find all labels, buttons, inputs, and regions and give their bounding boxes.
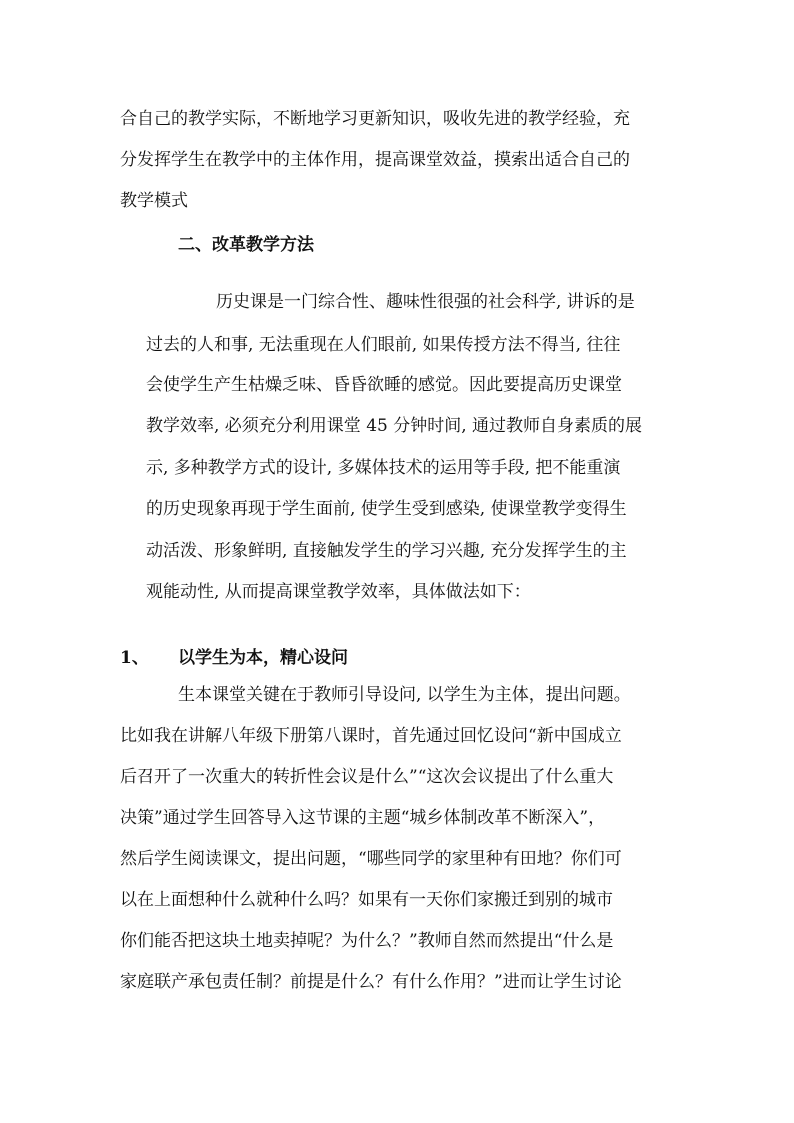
method-line-5: 示, 多种教学方式的设计, 多媒体技术的运用等手段, 把不能重演 (146, 458, 621, 478)
intro-line-3: 教学模式 (120, 191, 188, 211)
intro-line-2: 分发挥学生在教学中的主体作用，提高课堂效益，摸索出适合自己的 (120, 150, 630, 170)
section-1-line-6: 以在上面想种什么就种什么吗？如果有一天你们家搬迁到别的城市 (120, 890, 613, 910)
section-1-line-5: 然后学生阅读课文，提出问题，“哪些同学的家里种有田地？你们可 (120, 849, 622, 869)
section-1-line-4: 决策”通过学生回答导入这节课的主题“城乡体制改革不断深入”， (120, 808, 606, 828)
section-1-line-8: 家庭联产承包责任制？前提是什么？有什么作用？”进而让学生讨论 (120, 972, 622, 992)
method-line-8: 观能动性, 从而提高课堂教学效率，具体做法如下： (146, 582, 531, 602)
method-line-2: 过去的人和事, 无法重现在人们眼前, 如果传授方法不得当, 往往 (146, 335, 621, 355)
section-1-number: 1、 (120, 648, 149, 668)
section-1-line-3: 后召开了一次重大的转折性会议是什么”“这次会议提出了什么重大 (120, 767, 614, 787)
section-1-line-7: 你们能否把这块土地卖掉呢？为什么？”教师自然而然提出“什么是 (120, 931, 614, 951)
intro-line-1: 合自己的教学实际，不断地学习更新知识，吸收先进的教学经验，充 (120, 109, 630, 129)
method-line-1: 历史课是一门综合性、趣味性很强的社会科学, 讲诉的是 (216, 292, 635, 312)
section-1-line-1: 生本课堂关键在于教师引导设问, 以学生为主体，提出问题。 (178, 685, 631, 705)
method-line-3: 会使学生产生枯燥乏味、昏昏欲睡的感觉。因此要提高历史课堂 (146, 375, 622, 395)
method-line-7: 动活泼、形象鲜明, 直接触发学生的学习兴趣, 充分发挥学生的主 (146, 541, 627, 561)
method-line-6: 的历史现象再现于学生面前, 使学生受到感染, 使课堂教学变得生 (146, 499, 627, 519)
section-heading-2: 二、改革教学方法 (178, 235, 314, 255)
method-line-4: 教学效率, 必须充分利用课堂 45 分钟时间, 通过教师自身素质的展 (146, 416, 643, 436)
section-1-title: 以学生为本，精心设问 (178, 648, 348, 668)
section-1-line-2: 比如我在讲解八年级下册第八课时，首先通过回忆设问“新中国成立 (120, 726, 622, 746)
